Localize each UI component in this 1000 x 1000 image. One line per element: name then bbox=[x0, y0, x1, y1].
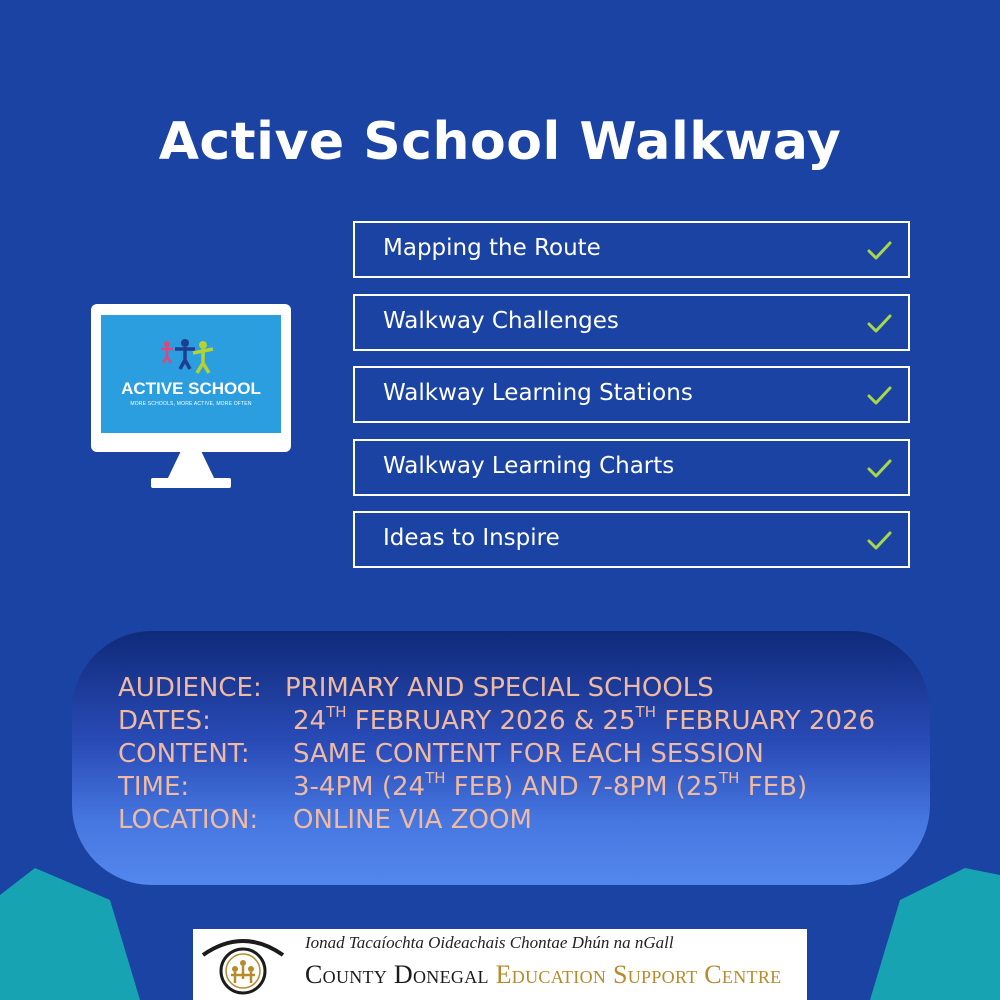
active-school-logo-tagline: MORE SCHOOLS, MORE ACTIVE, MORE OFTEN bbox=[130, 401, 252, 407]
dates-value: 24TH FEBRUARY 2026 & 25TH FEBRUARY 2026 bbox=[293, 703, 876, 736]
dates-key: DATES: bbox=[118, 706, 211, 736]
page-title: Active School Walkway bbox=[158, 112, 842, 172]
audience-key: AUDIENCE: bbox=[118, 673, 262, 703]
checklist-item-label: Walkway Challenges bbox=[383, 308, 619, 334]
checklist-item-label: Walkway Learning Stations bbox=[383, 380, 693, 406]
location-value: ONLINE VIA ZOOM bbox=[293, 805, 532, 835]
monitor-stand bbox=[167, 452, 215, 480]
centre-irish-name: Ionad Tacaíochta Oideachais Chontae Dhún na nGall bbox=[305, 933, 674, 952]
centre-name-part-county: County Donegal bbox=[305, 960, 489, 989]
check-icon bbox=[864, 235, 894, 265]
monitor-screen bbox=[101, 315, 281, 433]
checklist-item-label: Ideas to Inspire bbox=[383, 525, 560, 551]
checklist-item bbox=[353, 366, 910, 423]
checklist-item bbox=[353, 221, 910, 278]
checklist-item-label: Mapping the Route bbox=[383, 235, 601, 261]
checklist-item bbox=[353, 294, 910, 351]
time-key: TIME: bbox=[118, 772, 190, 802]
check-icon bbox=[864, 380, 894, 410]
check-icon bbox=[864, 308, 894, 338]
checklist-item bbox=[353, 439, 910, 496]
active-school-people-icon bbox=[159, 337, 223, 377]
time-value: 3-4PM (24TH FEB) AND 7-8PM (25TH FEB) bbox=[293, 769, 808, 802]
audience-value: PRIMARY AND SPECIAL SCHOOLS bbox=[285, 673, 714, 703]
centre-name-part-education: Education Support Centre bbox=[495, 960, 782, 989]
checklist-item-label: Walkway Learning Charts bbox=[383, 453, 675, 479]
education-centre-banner bbox=[193, 929, 807, 1000]
active-school-logo-text: ACTIVE SCHOOL bbox=[121, 379, 261, 398]
content-key: CONTENT: bbox=[118, 739, 250, 769]
content-value: SAME CONTENT FOR EACH SESSION bbox=[293, 739, 764, 769]
education-centre-seal-icon bbox=[199, 933, 287, 997]
teal-left-shape bbox=[0, 868, 140, 1000]
monitor-base bbox=[151, 478, 231, 488]
teal-right-shape bbox=[870, 868, 1000, 1000]
monitor-illustration bbox=[91, 304, 291, 494]
centre-english-name bbox=[305, 960, 781, 990]
check-icon bbox=[864, 525, 894, 555]
location-key: LOCATION: bbox=[118, 805, 259, 835]
check-icon bbox=[864, 453, 894, 483]
checklist-item bbox=[353, 511, 910, 568]
